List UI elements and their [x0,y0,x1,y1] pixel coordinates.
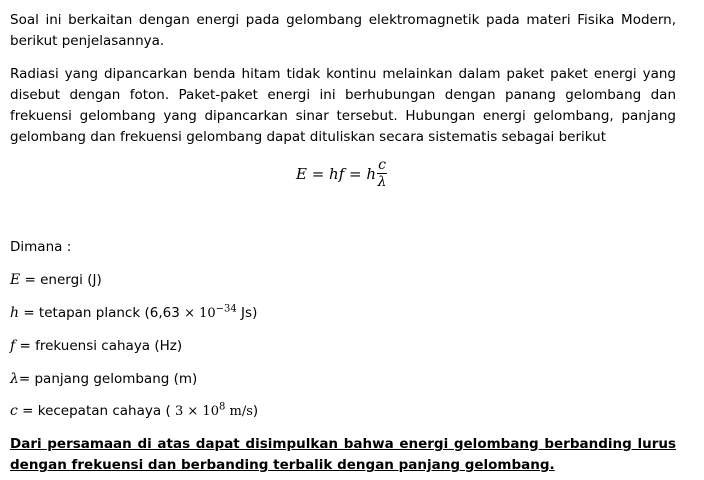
conclusion-paragraph: Dari persamaan di atas dapat disimpulkan bahwa energi gelombang berbanding lurus dengan frekuensi dan berbanding terbalik dengan panjang gelombang. [10,436,676,473]
definition-wavelength [10,369,676,390]
planck-exponent: −34 [215,303,237,315]
light-speed-value: $3 \times 10^8$ m/s [175,401,253,419]
planck-value: × $10^{-34}$ [184,303,237,321]
definition-light-speed [10,401,676,422]
explanation-paragraph: Radiasi yang dipancarkan benda hitam tidak kontinu melainkan dalam paket paket energi yang disebut dengan foton. Paket-paket energi ini berhubungan dengan panang gelombang dan frekuensi gelombang yang dipancarkan sinar tersebut. Hubungan energi gelombang, panjang gelombang dan frekuensi gelombang dapat dituliskan secara sistematis sebagai berikut [10,66,676,145]
definition-energy [10,270,676,291]
symbol-f: f [10,338,16,354]
planck-unit: Js) [236,305,258,321]
fraction-numerator: c [378,157,386,173]
symbol-c: c [10,403,18,419]
equation-lhs: E = hf = h [296,165,377,183]
definition-frequency [10,336,676,357]
fraction-denominator: λ [377,174,387,190]
symbol-E: E [10,272,21,288]
definition-planck [10,303,676,324]
where-label: Dimana : [10,239,72,255]
equation-fraction [377,158,387,190]
light-speed-exponent: 8 [218,401,226,413]
light-speed-close: ) [252,403,259,419]
symbol-lambda: λ [10,371,19,387]
definition-f-text: = frekuensi cahaya (Hz) [15,338,183,354]
symbol-h: h [10,305,20,321]
definition-E-text: = energi (J) [20,272,102,288]
energy-equation [296,158,387,190]
definition-h-text: = tetapan planck (6,63 [19,305,185,321]
intro-paragraph: Soal ini berkaitan dengan energi pada gelombang elektromagnetik pada materi Fisika Modern, berikut penjelasannya. [10,12,676,49]
definition-lambda-text: = panjang gelombang (m) [18,371,198,387]
definition-c-text: = kecepatan cahaya ( [17,403,175,419]
